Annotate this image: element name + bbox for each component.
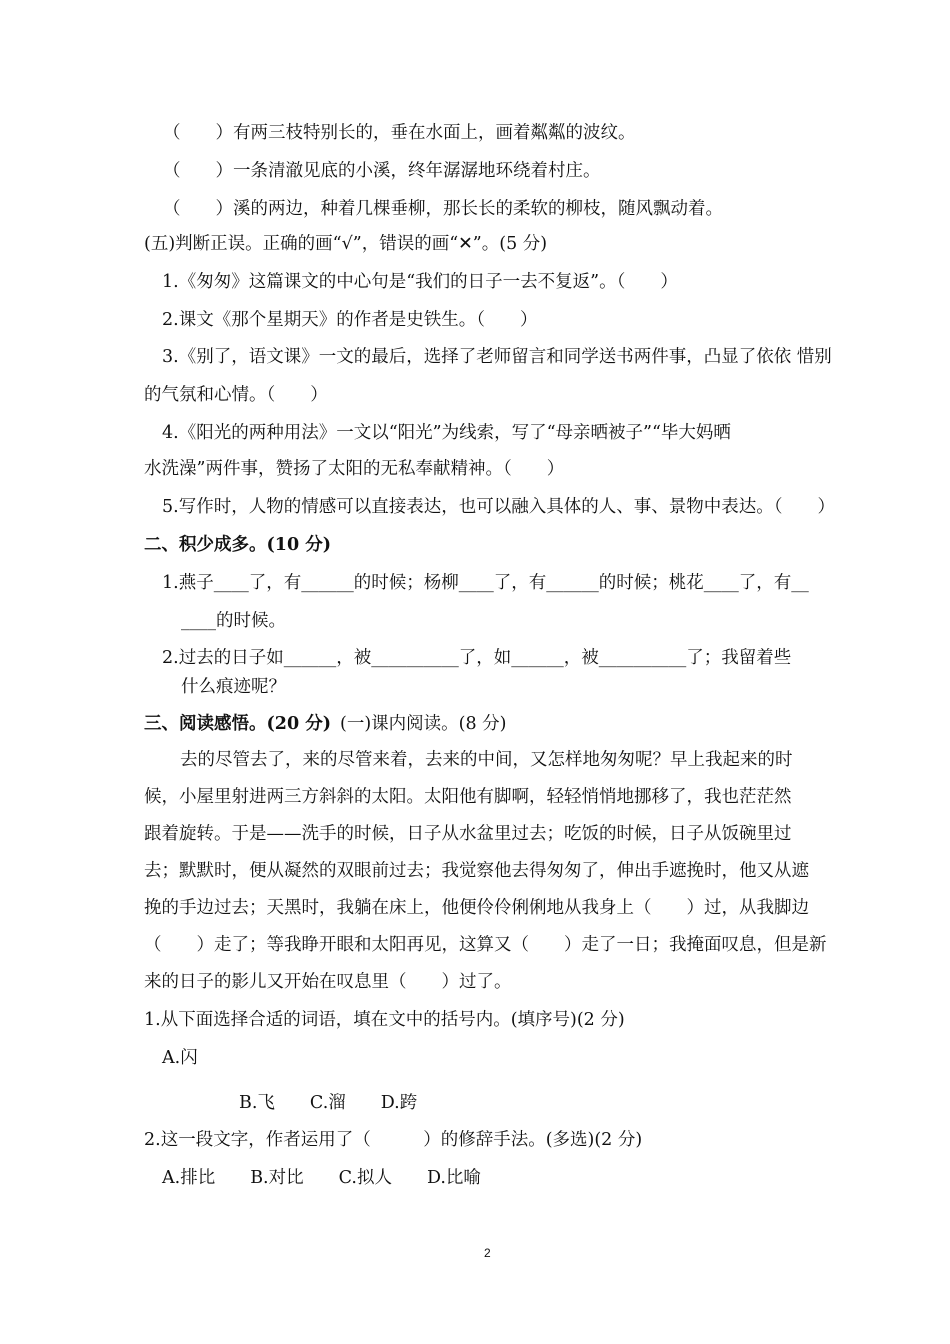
judge-item-cont: 的气氛和心情。（ ） [144, 385, 328, 405]
fill-line: 1.燕子____了，有______的时候；杨柳____了，有______的时候；桃花____了，有__ [162, 573, 809, 593]
page-number: 2 [484, 1246, 491, 1260]
judge-item: 2.课文《那个星期天》的作者是史铁生。（ ） [162, 310, 538, 330]
sort-item: （ ）一条清澈见底的小溪，终年潺潺地环绕着村庄。 [163, 161, 601, 181]
fill-line-cont: ____的时候。 [181, 611, 286, 631]
judge-item: 4.《阳光的两种用法》一文以“阳光”为线索，写了“母亲晒被子”“毕大妈晒 [162, 423, 731, 443]
sort-item: （ ）溪的两边，种着几棵垂柳，那长长的柔软的柳枝，随风飘动着。 [163, 199, 723, 219]
judge-item-cont: 水洗澡”两件事，赞扬了太阳的无私奉献精神。（ ） [144, 459, 565, 479]
fill-line-cont: 什么痕迹呢？ [181, 677, 286, 697]
q1-option-a: A.闪 [162, 1048, 198, 1068]
passage-line: （ ）走了；等我睁开眼和太阳再见，这算又（ ）走了一日；我掩面叹息，但是新 [144, 935, 827, 955]
section3-subtitle: (一)课内阅读。(8 分) [340, 714, 507, 734]
judge-item: 3.《别了，语文课》一文的最后，选择了老师留言和同学送书两件事，凸显了依依 惜别 [162, 347, 832, 367]
passage-line: 跟着旋转。于是——洗手的时候，日子从水盆里过去；吃饭的时候，日子从饭碗里过 [144, 824, 792, 844]
question-2: 2.这一段文字，作者运用了（ ）的修辞手法。(多选)(2 分) [144, 1130, 643, 1150]
passage-line: 来的日子的影儿又开始在叹息里（ ）过了。 [144, 972, 512, 992]
passage-line: 去的尽管去了，来的尽管来着，去来的中间，又怎样地匆匆呢？早上我起来的时 [180, 750, 793, 770]
judge-item: 5.写作时，人物的情感可以直接表达，也可以融入具体的人、事、景物中表达。（ ） [162, 497, 835, 517]
passage-line: 去；默默时，便从凝然的双眼前过去；我觉察他去得匆匆了，伸出手遮挽时，他又从遮 [144, 861, 809, 881]
passage-line: 挽的手边过去；天黑时，我躺在床上，他便伶伶俐俐地从我身上（ ）过，从我脚边 [144, 898, 809, 918]
judge-title: (五)判断正误。正确的画“√”，错误的画“✕”。(5 分) [144, 234, 548, 254]
section3-title: 三、阅读感悟。(20 分) [144, 714, 332, 734]
passage-line: 候，小屋里射进两三方斜斜的太阳。太阳他有脚啊，轻轻悄悄地挪移了，我也茫茫然 [144, 787, 792, 807]
q1-options-bcd: B.飞 C.溜 D.跨 [239, 1093, 418, 1113]
question-1: 1.从下面选择合适的词语，填在文中的括号内。(填序号)(2 分) [144, 1010, 625, 1030]
section2-title: 二、积少成多。(10 分) [144, 535, 332, 555]
q2-options: A.排比 B.对比 C.拟人 D.比喻 [162, 1168, 481, 1188]
fill-line: 2.过去的日子如______，被__________了，如______，被__________了；我留着些 [162, 648, 792, 668]
judge-item: 1.《匆匆》这篇课文的中心句是“我们的日子一去不复返”。（ ） [162, 272, 678, 292]
sort-item: （ ）有两三枝特别长的，垂在水面上，画着粼粼的波纹。 [163, 123, 636, 143]
